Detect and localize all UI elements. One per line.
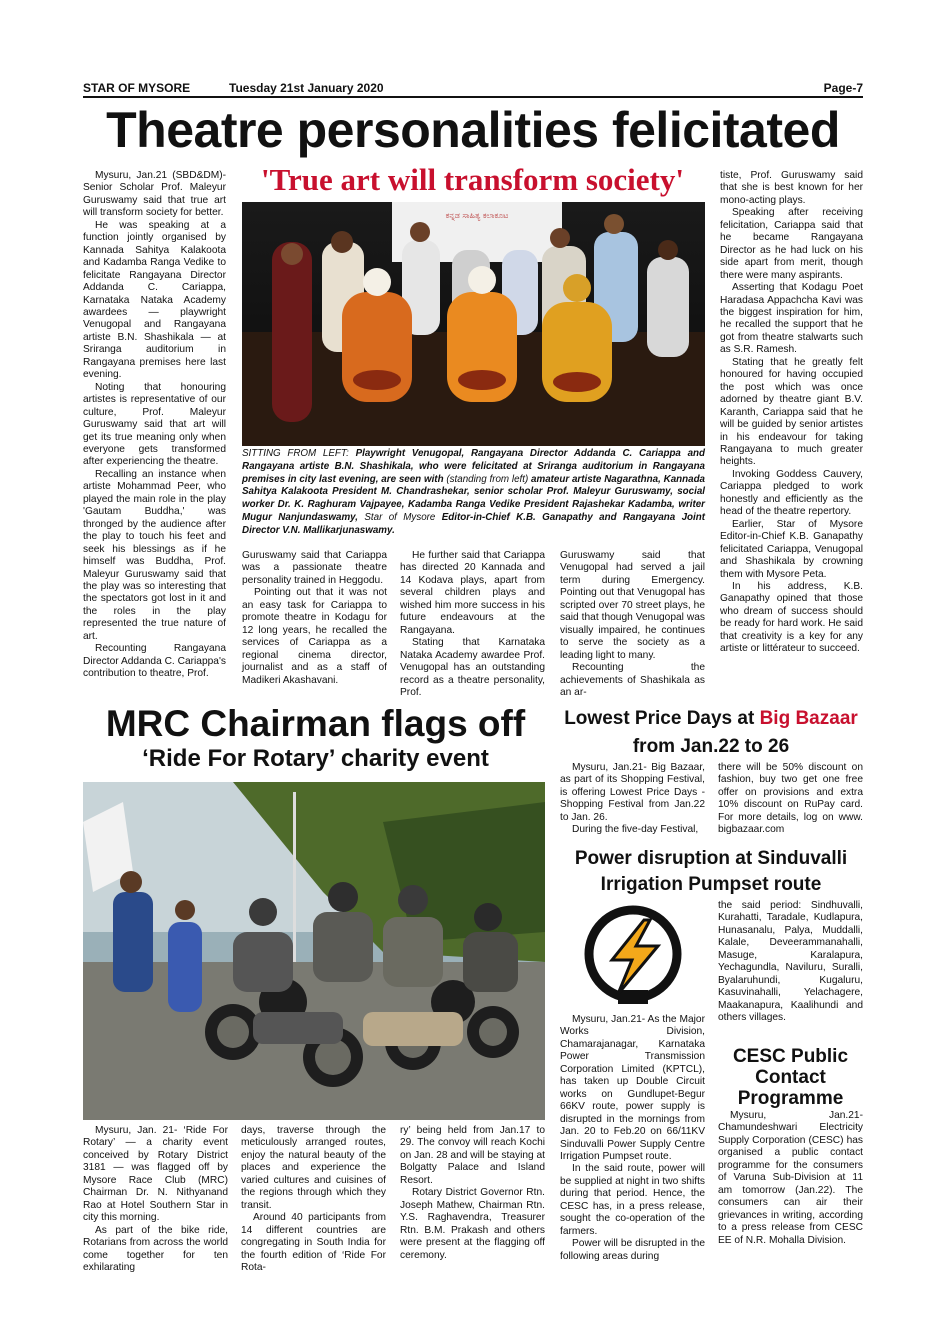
paragraph: Pointing out that it was not an easy task for Cariappa to promote theatre in Kodagu for 12 long years, he recalled the services of Cariappa as a regional cinema director, journalist and as a staff of Madikeri Akashavani. bbox=[242, 587, 387, 686]
paragraph: In his address, K.B. Ganapathy opined that those who dream of success should be ready for hard work. He said that creativity is a key for any artiste or littérateur to succeed. bbox=[720, 580, 863, 655]
cesc-headline: CESC Public Contact Programme bbox=[732, 1046, 849, 1109]
theatre-column-4 bbox=[560, 550, 705, 702]
caption-part-2: amateur artiste Nagarathna, Kannada Sahitya Kalakoota President M. Chandrashekar, senior scholar Prof. Maleyur Guruswamy, social worker Dr. K. Raghuram Vajpayee, Kadamba Ranga Vedike President Rajashekar Kadamba, writer Mugur Nanjundaswamy, bbox=[242, 473, 706, 523]
paragraph: Guruswamy said that Cariappa was a passionate theatre personality trained in Heggodu. bbox=[242, 550, 387, 586]
paragraph: Earlier, Star of Mysore Editor-in-Chief K.B. Ganapathy felicitated Cariappa, Venugopal and Shashikala by crowning them with Mysore Peta. bbox=[720, 518, 863, 580]
power-logo bbox=[578, 902, 688, 1010]
paper-name: STAR OF MYSORE bbox=[83, 81, 191, 95]
paragraph: Noting that honouring artistes is representative of our culture, Prof. Maleyur Guruswamy said that art will get its true meaning only when everyone gets transformed after experiencing the theatre. bbox=[83, 381, 226, 468]
paragraph: During the five-day Festival, bbox=[572, 824, 699, 836]
caption-part-3: Editor-in-Chief K.B. Ganapathy and Rangayana Joint Director V.N. Mallikarjunaswamy. bbox=[242, 511, 705, 536]
power-headline-1: Power disruption at Sinduvalli bbox=[574, 848, 848, 869]
bigbazaar-column-2 bbox=[718, 762, 863, 842]
rotary-ride-photo-art bbox=[83, 782, 545, 1120]
bigbazaar-brand: Big Bazaar bbox=[759, 708, 858, 729]
page-number: Page-7 bbox=[823, 81, 863, 95]
mrc-column-2 bbox=[241, 1125, 386, 1273]
theatre-headline: Theatre personalities felicitated bbox=[106, 102, 840, 158]
paragraph: Recounting Rangayana Director Addanda C. Cariappa's contribution to theatre, Prof. bbox=[83, 643, 226, 680]
cesc-body bbox=[718, 1110, 863, 1266]
paragraph: Guruswamy said that Venugopal had served a jail term during Emergency. Pointing out that Venugopal has scripted over 70 street plays, he said that though Venugopal was visually impaired, he continues to serve the society as a leading light to many. bbox=[560, 550, 705, 661]
caption-part-1: Playwright Venugopal, Rangayana Director Addanda C. Cariappa and Rangayana artiste B.N. Shashikala, who were felicitated at Sriranga auditorium in Rangayana premises in city last evening, are seen with bbox=[242, 448, 705, 485]
power-column-2 bbox=[718, 900, 863, 1042]
paragraph: Around 40 participants from 14 different countries are congregating in South India for the fourth edition of ‘Ride For Rota- bbox=[241, 1212, 386, 1273]
mrc-subhead: ‘Ride For Rotary’ charity event bbox=[142, 745, 489, 772]
paragraph: He was speaking at a function jointly organised by Kannada Sahitya Kalakoota and Kadamba Ranga Vedike to felicitate Rangayana Director Addanda C. Cariappa, Karnataka Nataka Academy awardees — playwright Venugopal and Rangayana artiste B.N. Shashikala — at Sriranga auditorium in Rangayana premises here last evening. bbox=[83, 219, 226, 381]
bigbazaar-headline-pre: Lowest Price Days at bbox=[564, 708, 760, 729]
mrc-column-1 bbox=[83, 1125, 228, 1273]
bigbazaar-headline-2: from Jan.22 to 26 bbox=[632, 736, 790, 757]
paragraph: As part of the bike ride, Rotarians from across the world come together for ten exhilarating bbox=[83, 1224, 228, 1273]
paragraph: Asserting that Kodagu Poet Haradasa Appachcha Kavi was the biggest inspiration for him, he recalled the support that he got from theatre stalwarts such as S.R. Ramesh. bbox=[720, 282, 863, 356]
paragraph: the said period: Sindhuvalli, Kurahatti, Taradale, Kudlapura, Hunasanalu, Palya, Muddalli, Kalale, Deveerammanahalli, Masuge, Karalapura, Yechagundla, Naviluru, Suralli, Byalaruhundi, Kugaluru, Kasuvinahalli, Yelachagere, Maakanapura, Kaalihundi and others villages. bbox=[718, 900, 863, 1024]
paragraph: Recounting the achievements of Shashikala as an ar- bbox=[560, 662, 705, 698]
power-column-1 bbox=[560, 1014, 705, 1266]
caption-som: Star of Mysore bbox=[364, 511, 436, 523]
paragraph: Mysuru, Jan.21- As the Major Works Division, Chamarajanagar, Karnataka Power Transmission Corporation Limited (KPTCL), has taken up Double Circuit works on Gundlupet-Begur 66KV route, power supply is disrupted in the mornings from Jan. 20 to Feb.20 on 66/11KV Sinduvalli Power Supply Centre Irrigation Pumpset route. bbox=[560, 1014, 705, 1162]
paragraph: In the said route, power will be supplied at night in two shifts during that period. Hence, the CESC has, in a press release, sought the co-operation of the farmers. bbox=[560, 1163, 705, 1237]
paragraph: Mysuru, Jan. 21- ‘Ride For Rotary’ — a charity event conceived by Rotary District 3181 — was flagged off by Mysore Race Club (MRC) Chairman Dr. N. Nithyanand Rao at Hotel Southern Star in city this morning. bbox=[83, 1125, 228, 1224]
paragraph: Stating that Karnataka Nataka Academy awardee Prof. Venugopal has an outstanding record as a theatre personality, Prof. bbox=[400, 637, 545, 698]
rotary-ride-photo bbox=[83, 782, 545, 1120]
power-headline-2: Irrigation Pumpset route bbox=[600, 874, 822, 895]
theatre-column-5 bbox=[720, 170, 863, 702]
caption-lead: SITTING FROM LEFT: bbox=[242, 448, 356, 459]
paragraph: there will be 50% discount on fashion, buy two get one free offer on provisions and extra 10% discount on RuPay card. For more details, log on www. bigbazaar.com bbox=[718, 762, 863, 836]
paragraph: Rotary District Governor Rtn. Joseph Mathew, Chairman Rtn. Y.S. Raghavendra, Treasurer Rtn. B.M. Prakash and others were present at the flagging off ceremony. bbox=[400, 1187, 545, 1261]
caption-paren: (standing from left) bbox=[446, 473, 529, 485]
mrc-headline: MRC Chairman flags off bbox=[105, 703, 526, 744]
theatre-column-1 bbox=[83, 170, 226, 700]
paragraph: Mysuru, Jan.21- Big Bazaar, as part of its Shopping Festival, is offering Lowest Price Days - Shopping Festival from Jan.22 to Jan. 26. bbox=[560, 762, 705, 823]
stage-banner-text: ಕನ್ನಡ ಸಾಹಿತ್ಯ ಕಲಾಕೂಟ bbox=[445, 211, 509, 220]
paragraph: Invoking Goddess Cauvery, Cariappa pledged to work honestly and efficiently as the head of the theatre repertory. bbox=[720, 468, 863, 518]
issue-date: Tuesday 21st January 2020 bbox=[229, 81, 384, 95]
theatre-photo-art bbox=[242, 202, 705, 446]
paragraph: Power will be disrupted in the following areas during bbox=[560, 1238, 705, 1262]
masthead bbox=[83, 80, 863, 98]
theatre-column-2 bbox=[242, 550, 387, 702]
paragraph: Stating that he greatly felt honoured for having occupied the post which was once adorned by theatre giant B.V. Karanth, Cariappa said that he will be guided by senior artistes in his endeavour for taking Rangayana to much greater heights. bbox=[720, 356, 863, 468]
paragraph: days, traverse through the meticulously arranged routes, enjoy the natural beauty of the places and experience the varied cultures and cuisines of the regions through which they transit. bbox=[241, 1125, 386, 1211]
theatre-photo bbox=[242, 202, 705, 446]
theatre-column-3 bbox=[400, 550, 545, 702]
paragraph: tiste, Prof. Guruswamy said that she is best known for her mono-acting plays. bbox=[720, 170, 863, 206]
paragraph: Mysuru, Jan.21- Chamundeshwari Electricity Supply Corporation (CESC) has organised a public contact programme for the consumers of Varuna Sub-Division at 11 am tomorrow (Jan.22). The consumers can air their grievances in writing, according to a press release from CESC EE of N.R. Mohalla Division. bbox=[718, 1110, 863, 1246]
bigbazaar-headline bbox=[558, 706, 864, 732]
paragraph: Speaking after receiving felicitation, Cariappa said that he became Rangayana Director as he had luck on his side apart from merit, though there were many aspirants. bbox=[720, 207, 863, 281]
bigbazaar-column-1 bbox=[560, 762, 705, 842]
theatre-subhead: 'True art will transform society' bbox=[261, 162, 684, 197]
mrc-column-3 bbox=[400, 1125, 545, 1265]
theatre-photo-caption bbox=[242, 448, 705, 538]
lightning-bulb-icon bbox=[578, 902, 688, 1010]
paragraph: Recalling an instance when artiste Mohammad Peer, who played the main role in the play 'Gautam Buddha,' was thronged by the audience after the play to touch his feet and seek his blessings as if he himself was Buddha, Prof. Maleyur Guruswamy said that the play was so interesting that the spectators got lost in it and the roles in the play represented the true nature of art. bbox=[83, 468, 226, 642]
paragraph: Mysuru, Jan.21 (SBD&DM)- Senior Scholar Prof. Maleyur Guruswamy said that true art will transform society for better. bbox=[83, 170, 226, 219]
paragraph: He further said that Cariappa has directed 20 Kannada and 14 Kodava plays, apart from several children plays and wished him more success in his future endeavours at the Rangayana. bbox=[400, 550, 545, 636]
paragraph: ry’ being held from Jan.17 to 29. The convoy will reach Kochi on Jan. 28 and will be staying at Bolgatty Palace and Island Resort. bbox=[400, 1125, 545, 1186]
